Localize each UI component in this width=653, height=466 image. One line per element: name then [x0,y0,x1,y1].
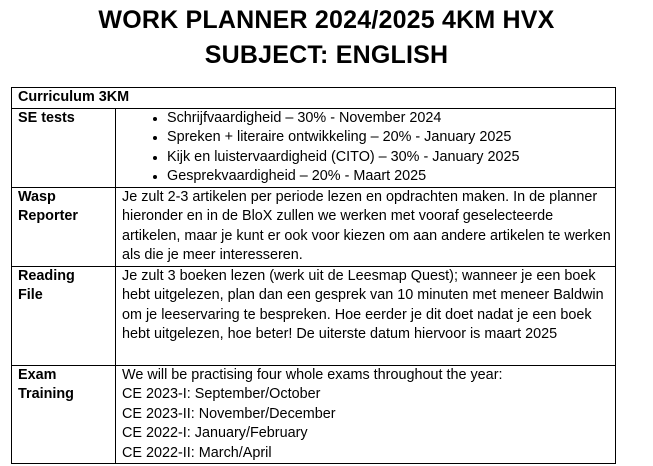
exam-training-label [12,365,116,464]
exam-schedule-line: CE 2022-II: March/April [122,444,272,461]
reading-file-label [12,266,116,365]
page-subtitle: SUBJECT: ENGLISH [204,41,449,69]
planner-table [11,87,616,464]
se-tests-row [12,108,616,187]
se-test-item: • Kijk en luistervaardigheid (CITO) – 30% - January 2025 [167,148,613,168]
wasp-reporter-label [12,187,116,266]
curriculum-header: Curriculum 3KM [12,88,616,109]
exam-training-row [12,365,616,464]
reading-label-line1: Reading [18,267,75,284]
wasp-reporter-text: Je zult 2-3 artikelen per periode lezen en opdrachten maken. In de planner hieronder en in de BloX zullen we werken met vooraf geselecteerde artikelen, maar je kunt er ook voor kiezen om aan andere artikelen te werken als die je meer interesseren. [116,187,616,266]
exam-training-content [116,365,616,464]
se-test-item: • Spreken + literaire ontwikkeling – 20% - January 2025 [167,128,613,148]
exam-schedule-line: CE 2023-II: November/December [122,405,336,422]
curriculum-header-row [12,88,616,109]
wasp-label-line1: Wasp [18,188,56,205]
reading-label-line2: File [18,287,43,303]
exam-schedule-line: CE 2022-I: January/February [122,425,308,441]
exam-label-line1: Exam [18,366,57,383]
reading-file-row [12,266,616,365]
exam-intro-line: We will be practising four whole exams throughout the year: [122,366,503,383]
reading-file-text: Je zult 3 boeken lezen (werk uit de Leesmap Quest); wanneer je een boek hebt uitgelezen, plan dan een gesprek van 10 minuten met meneer Baldwin om je leeservaring te bespreken. Hoe eerder je dit doet nadat je een boek hebt uitgelezen, hoe beter! De uiterste datum hiervoor is maart 2025 [116,266,616,365]
wasp-reporter-row [12,187,616,266]
exam-schedule-line: CE 2023-I: September/October [122,386,321,402]
wasp-label-line2: Reporter [18,208,78,224]
se-tests-label: SE tests [12,108,116,187]
page-title: WORK PLANNER 2024/2025 4KM HVX [98,6,555,34]
se-test-item: • Schrijfvaardigheid – 30% - November 2024 [167,109,613,129]
se-tests-list [122,109,613,187]
se-tests-content [116,108,616,187]
se-test-item: • Gesprekvaardigheid – 20% - Maart 2025 [167,167,613,187]
exam-label-line2: Training [18,386,74,402]
